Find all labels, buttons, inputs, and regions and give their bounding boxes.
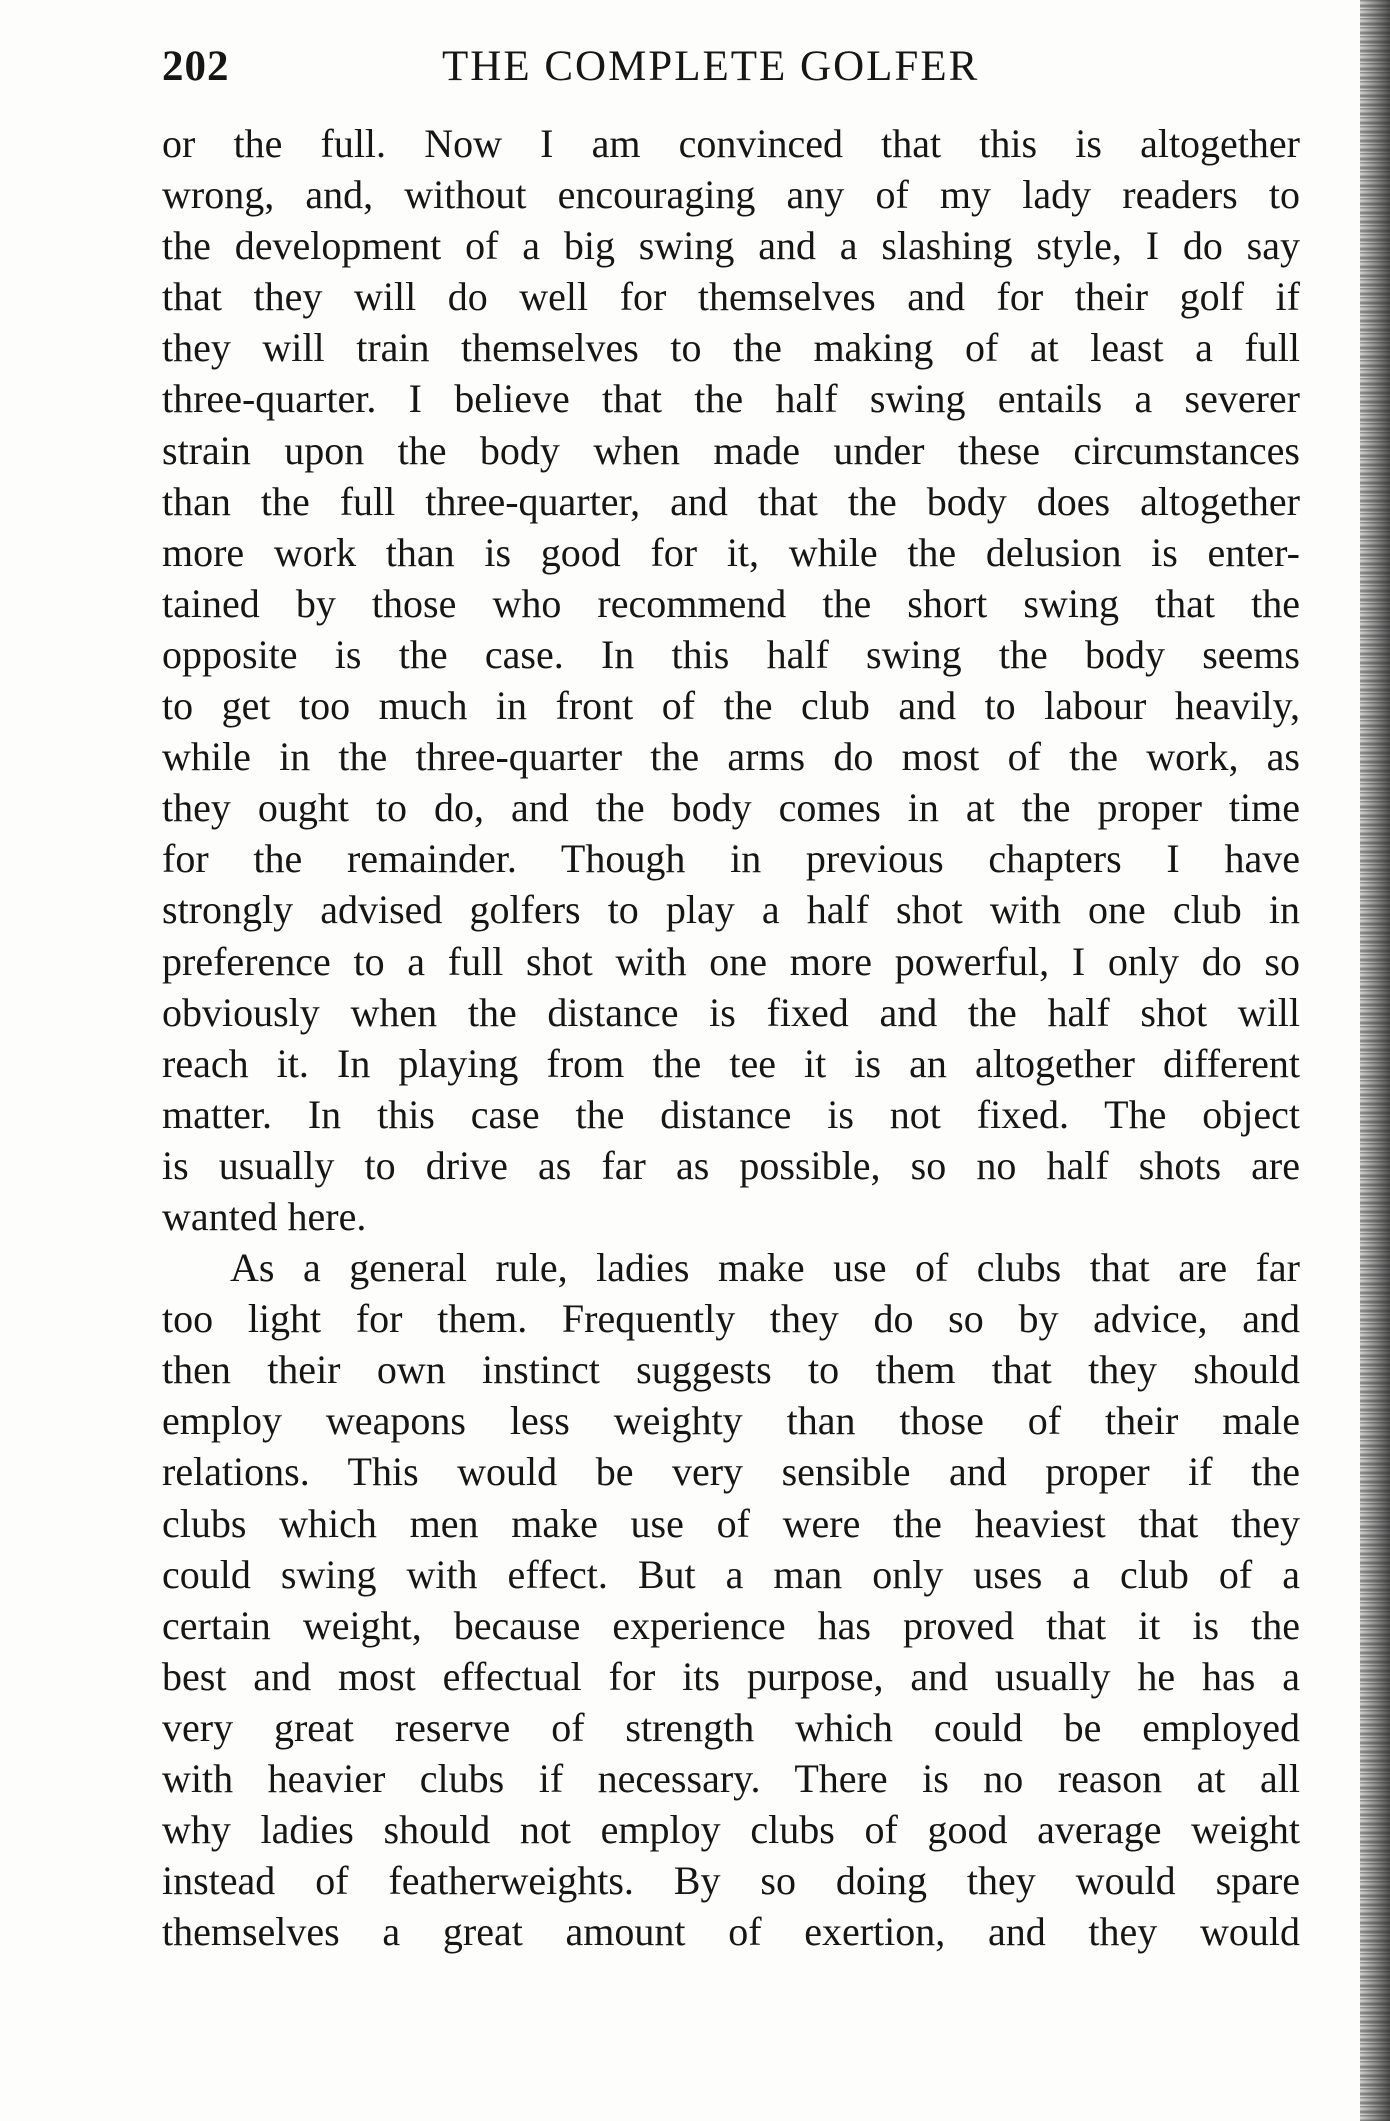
page-binding-edge — [1360, 0, 1390, 2121]
text-line: for the remainder. Though in previous chapters I have — [162, 836, 1300, 882]
paragraph — [162, 118, 1300, 1242]
text-line: or the full. Now I am convinced that this is altogether — [162, 121, 1300, 166]
text-line: relations. This would be very sensible and proper if the — [162, 1449, 1300, 1495]
text-line: three-quarter. I believe that the half swing entails a severer — [162, 376, 1300, 422]
text-line: tained by those who recommend the short swing that the — [162, 580, 1300, 626]
text-line: obviously when the distance is fixed and the half shot will — [162, 989, 1300, 1035]
page-number: 202 — [162, 43, 230, 90]
text-line: too light for them. Frequently they do so by advice, and — [162, 1296, 1300, 1342]
text-line: strain upon the body when made under these circumstances — [162, 427, 1300, 473]
text-line: As a general rule, ladies make use of clubs that are far — [230, 1245, 1300, 1291]
text-line: instead of featherweights. By so doing they would spare — [162, 1858, 1300, 1904]
running-head — [162, 42, 1300, 102]
text-line: they will train themselves to the making of at least a full — [162, 325, 1300, 371]
text-line: certain weight, because experience has proved that it is the — [162, 1602, 1300, 1648]
body-text — [162, 118, 1300, 1957]
text-line: themselves a great amount of exertion, and they would — [162, 1909, 1300, 1955]
text-line: wanted here. — [162, 1193, 367, 1239]
text-line: best and most effectual for its purpose, and usually he has a — [162, 1653, 1300, 1699]
text-line: they ought to do, and the body comes in at the proper time — [162, 785, 1300, 831]
text-line: could swing with effect. But a man only uses a club of a — [162, 1551, 1300, 1597]
text-line: with heavier clubs if necessary. There is no reason at all — [162, 1756, 1300, 1801]
book-title: THE COMPLETE GOLFER — [442, 43, 980, 90]
text-line: reach it. In playing from the tee it is an altogether different — [162, 1040, 1300, 1086]
text-line: why ladies should not employ clubs of good average weight — [162, 1807, 1300, 1853]
text-line: to get too much in front of the club and to labour heavily, — [162, 683, 1300, 729]
text-line: wrong, and, without encouraging any of my lady readers to — [162, 172, 1300, 218]
text-line: that they will do well for themselves and for their golf if — [162, 274, 1300, 320]
paragraph — [162, 1242, 1300, 1957]
text-line: opposite is the case. In this half swing the body seems — [162, 631, 1300, 677]
text-line: while in the three-quarter the arms do most of the work, as — [162, 734, 1300, 780]
text-line: more work than is good for it, while the delusion is enter- — [162, 529, 1300, 575]
text-line: then their own instinct suggests to them that they should — [162, 1347, 1300, 1393]
text-line: is usually to drive as far as possible, so no half shots are — [162, 1142, 1300, 1188]
text-line: strongly advised golfers to play a half shot with one club in — [162, 887, 1300, 933]
text-line: matter. In this case the distance is not fixed. The object — [162, 1091, 1300, 1137]
text-line: preference to a full shot with one more powerful, I only do so — [162, 938, 1300, 984]
text-line: than the full three-quarter, and that the body does altogether — [162, 478, 1300, 524]
text-line: clubs which men make use of were the heaviest that they — [162, 1500, 1300, 1546]
text-line: employ weapons less weighty than those of their male — [162, 1398, 1300, 1444]
text-line: the development of a big swing and a slashing style, I do say — [162, 223, 1300, 269]
text-line: very great reserve of strength which could be employed — [162, 1704, 1300, 1750]
